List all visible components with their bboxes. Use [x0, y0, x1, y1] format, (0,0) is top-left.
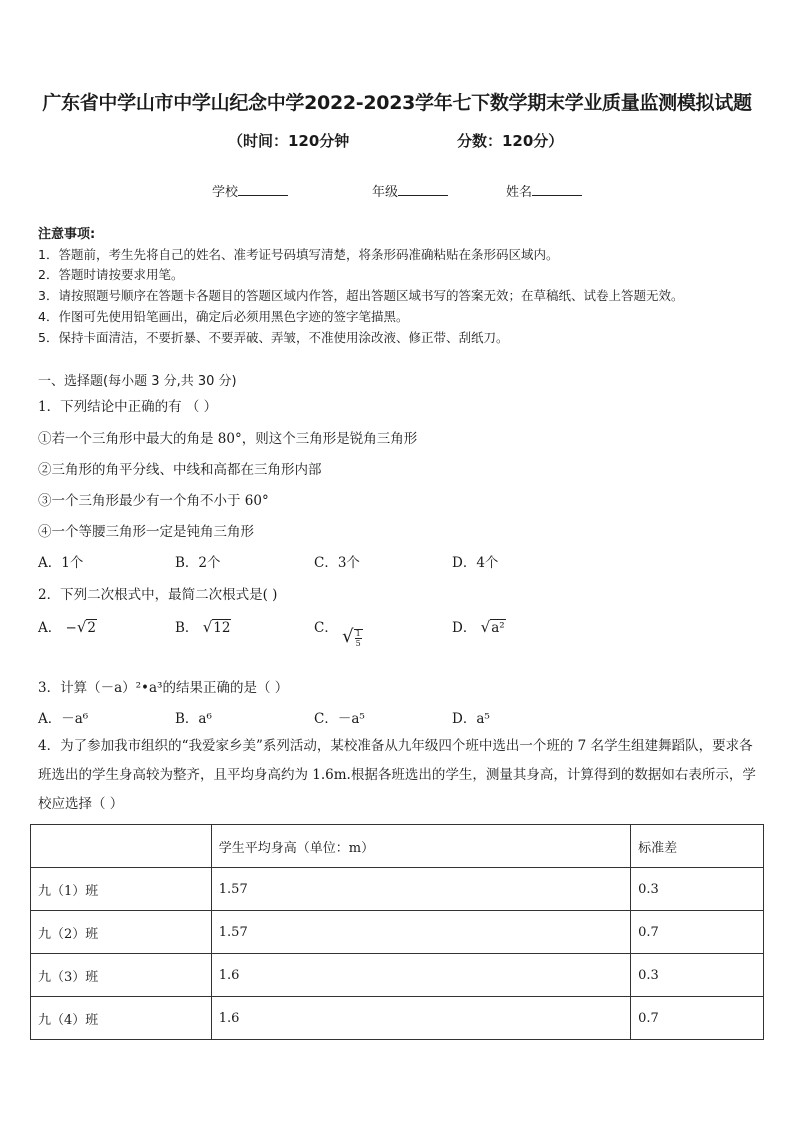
table-row [31, 997, 764, 1040]
page-title: 广东省中学山市中学山纪念中学2022-2023学年七下数学期末学业质量监测模拟试题 [42, 92, 752, 114]
school-label: 学校 [212, 185, 239, 200]
name-label: 姓名 [506, 185, 533, 200]
name-field[interactable] [506, 181, 582, 200]
table-cell-class: 九（4）班 [31, 997, 212, 1040]
note-item: 4．作图可先使用铅笔画出，确定后必须用黑色字迹的签字笔描黑。 [38, 309, 409, 324]
q3-option-c[interactable]: C．－a⁵ [314, 711, 365, 727]
table-cell-height: 1.57 [211, 868, 630, 911]
q1-option-c[interactable]: C．3个 [314, 555, 360, 571]
school-blank[interactable] [238, 183, 288, 196]
q3-option-b[interactable]: B．a⁶ [175, 711, 212, 727]
table-header-cell: 学生平均身高（单位：m） [211, 825, 630, 868]
table-header-row [31, 825, 764, 868]
q3-option-a[interactable]: A．－a⁶ [38, 711, 89, 727]
q1-option-d[interactable]: D．4个 [452, 555, 499, 571]
q2-b-radicand: 12 [213, 620, 231, 636]
table-cell-stddev: 0.3 [631, 954, 764, 997]
table-cell-stddev: 0.7 [631, 997, 764, 1040]
note-item: 5．保持卡面清洁，不要折暴、不要弄破、弄皱，不准使用涂改液、修正带、刮纸刀。 [38, 330, 509, 345]
q1-option-b[interactable]: B．2个 [175, 555, 221, 571]
table-row [31, 954, 764, 997]
table-cell-height: 1.6 [211, 997, 630, 1040]
question-1-stem [38, 395, 217, 415]
q2-option-b-label: B． [175, 620, 199, 636]
q1-statement: ④一个等腰三角形一定是钝角三角形 [38, 524, 254, 540]
q2-option-c-label: C． [314, 620, 338, 636]
exam-time: （时间：120分钟 [228, 132, 350, 150]
table-cell-height: 1.6 [211, 954, 630, 997]
frac-numerator: 1 [355, 629, 361, 638]
exam-score: 分数：120分） [457, 132, 564, 150]
sqrt-symbol: √12 [202, 618, 231, 636]
name-blank[interactable] [532, 183, 582, 196]
table-cell-stddev: 0.3 [631, 868, 764, 911]
question-2-stem: 2．下列二次根式中，最简二次根式是( ) [38, 587, 278, 603]
table-cell-height: 1.57 [211, 911, 630, 954]
q2-option-b[interactable] [175, 616, 231, 636]
question-1-text: 1．下列结论中正确的有 [38, 399, 182, 415]
q2-option-d-label: D． [452, 620, 477, 636]
q2-c-fraction [355, 629, 362, 648]
section-heading: 一、选择题(每小题 3 分,共 30 分) [38, 374, 237, 389]
q2-option-a-label: A． [38, 620, 62, 636]
q2-a-minus: − [65, 620, 77, 636]
table-row [31, 911, 764, 954]
sqrt-symbol: √ $\frac{1}{5}$ [342, 626, 361, 648]
note-item: 2．答题时请按要求用笔。 [38, 267, 184, 282]
q2-a-radicand: 2 [87, 620, 97, 636]
q2-option-d[interactable] [452, 616, 506, 636]
q1-option-a[interactable]: A．1个 [38, 555, 84, 571]
table-header-cell: 标准差 [631, 825, 764, 868]
grade-label: 年级 [372, 185, 399, 200]
school-field[interactable] [212, 181, 288, 200]
frac-denominator: 5 [355, 639, 361, 648]
sqrt-symbol: √2 [76, 618, 97, 636]
q2-d-radicand: a² [491, 620, 505, 636]
table-cell-stddev: 0.7 [631, 911, 764, 954]
grade-blank[interactable] [398, 183, 448, 196]
sqrt-symbol: √a² [480, 618, 505, 636]
height-table [30, 824, 764, 1040]
notes-title: 注意事项: [38, 227, 96, 242]
q2-option-a-expr [66, 620, 97, 636]
question-4-stem: 4．为了参加我市组织的“我爱家乡美”系列活动，某校准备从九年级四个班中选出一个班的 7 名学生组建舞蹈队，要求各班选出的学生身高较为整齐，且平均身高约为 1.6m.根据各班选出的学生，测量其身高，计算得到的数据如右表所示，学校应选择（ ） [38, 738, 756, 812]
q1-statement: ②三角形的角平分线、中线和高都在三角形内部 [38, 462, 322, 478]
q3-option-d[interactable]: D．a⁵ [452, 711, 490, 727]
note-item: 3．请按照题号顺序在答题卡各题目的答题区域内作答，超出答题区域书写的答案无效；在草稿纸、试卷上答题无效。 [38, 288, 684, 303]
question-1-paren: （ ） [185, 399, 218, 415]
q2-option-c[interactable] [314, 616, 363, 648]
grade-field[interactable] [372, 181, 448, 200]
note-item: 1．答题前，考生先将自己的姓名、准考证号码填写清楚，将条形码准确粘贴在条形码区域内。 [38, 247, 559, 262]
q1-statement: ①若一个三角形中最大的角是 80°，则这个三角形是锐角三角形 [38, 431, 418, 447]
table-cell-class: 九（1）班 [31, 868, 212, 911]
table-row [31, 868, 764, 911]
q1-statement: ③一个三角形最少有一个角不小于 60° [38, 493, 269, 509]
table-header-cell [31, 825, 212, 868]
table-cell-class: 九（3）班 [31, 954, 212, 997]
question-3-stem: 3．计算（－a）²•a³的结果正确的是（ ） [38, 680, 289, 696]
q2-option-a[interactable] [38, 616, 97, 636]
table-cell-class: 九（2）班 [31, 911, 212, 954]
